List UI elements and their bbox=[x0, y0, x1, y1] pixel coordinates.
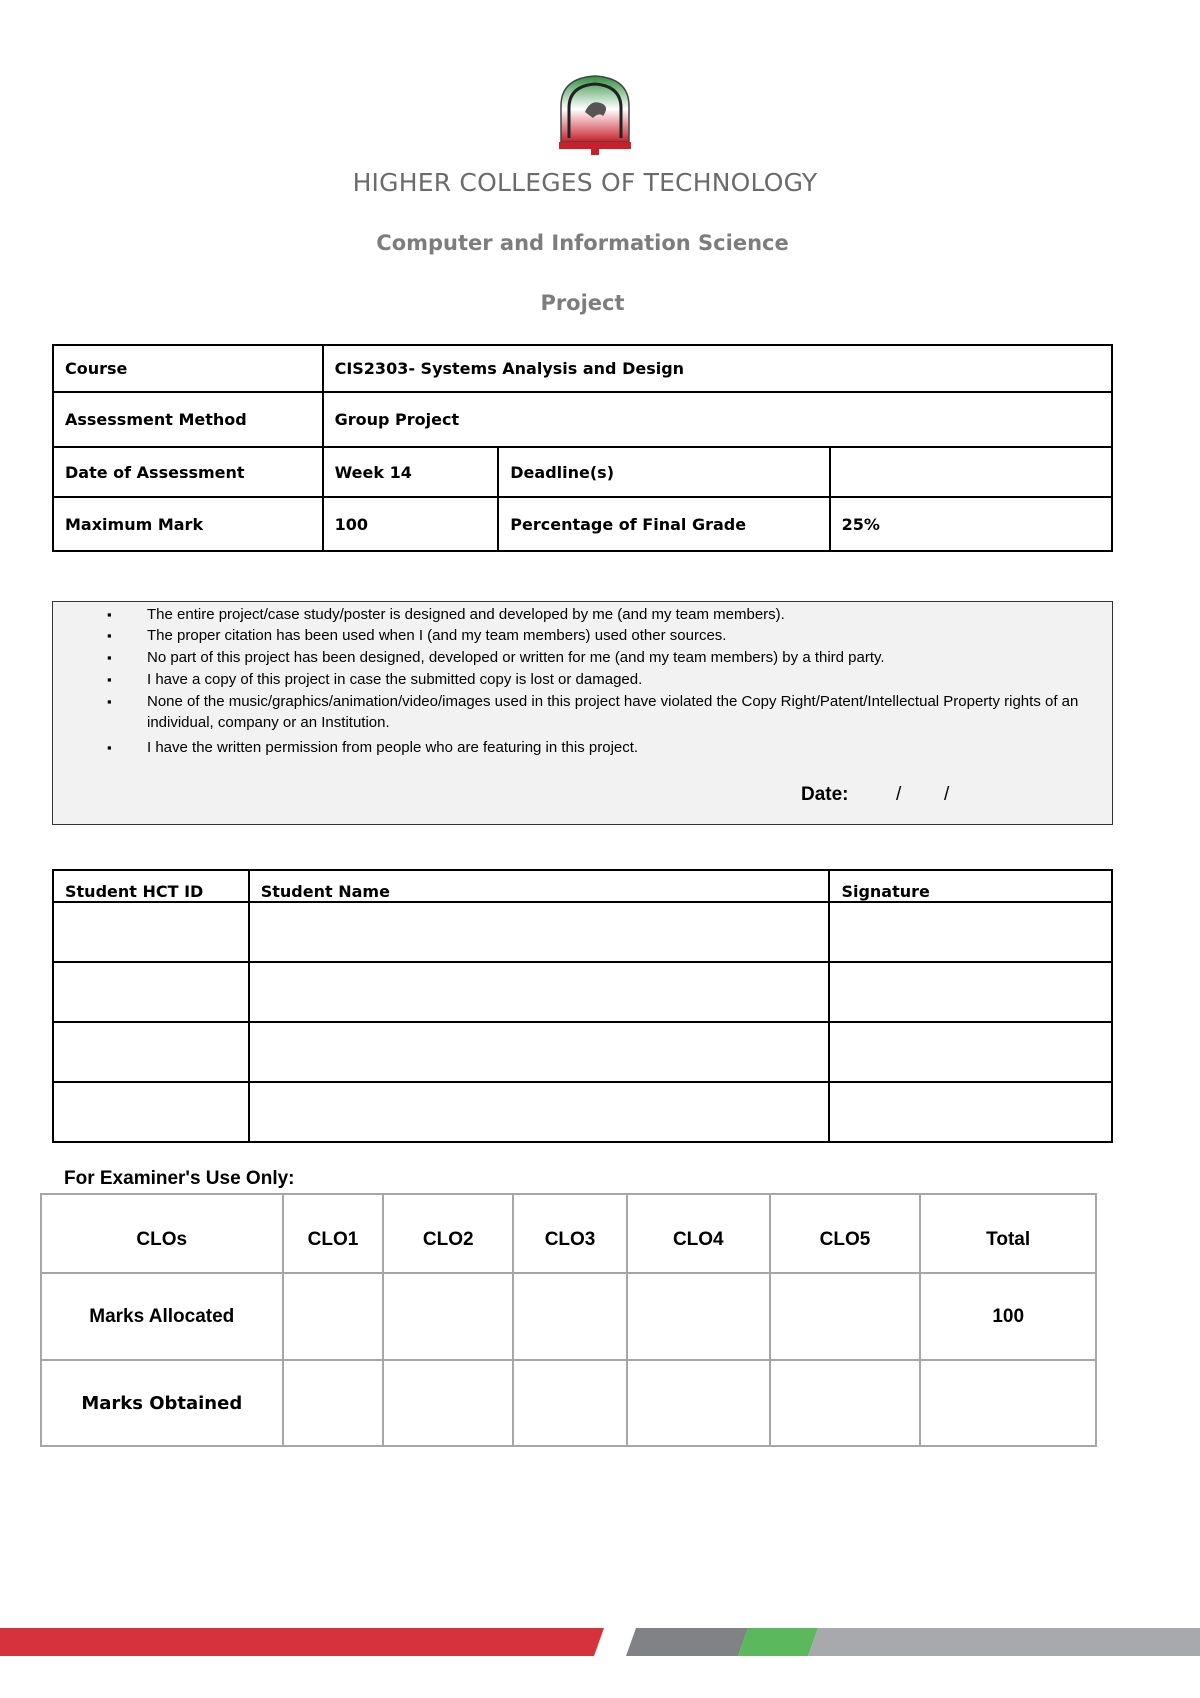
table-row bbox=[53, 1082, 1112, 1142]
student-name-header: Student Name bbox=[249, 870, 830, 902]
deadline-value[interactable] bbox=[830, 447, 1112, 497]
percentage-label: Percentage of Final Grade bbox=[498, 497, 829, 551]
hct-crest-icon bbox=[555, 72, 635, 158]
examiner-section-label: For Examiner's Use Only: bbox=[64, 1168, 295, 1189]
table-row bbox=[53, 962, 1112, 1022]
clo2-obtained-cell[interactable] bbox=[383, 1360, 513, 1446]
date-separator: / bbox=[896, 784, 902, 805]
clo4-header: CLO4 bbox=[627, 1194, 770, 1273]
signature-cell[interactable] bbox=[829, 962, 1112, 1022]
percentage-value: 25% bbox=[830, 497, 1112, 551]
total-allocated-cell: 100 bbox=[920, 1273, 1096, 1360]
footer-lightgray-stripe bbox=[808, 1628, 1200, 1656]
clo3-allocated-cell[interactable] bbox=[513, 1273, 627, 1360]
clo2-allocated-cell[interactable] bbox=[383, 1273, 513, 1360]
declaration-item: ▪ None of the music/graphics/animation/video/images used in this project have violated the Copy Right/Patent/Intellectual Property rights of an individual, company or an Institution. bbox=[107, 693, 1079, 731]
student-name-cell[interactable] bbox=[249, 1022, 830, 1082]
clo-marks-table bbox=[40, 1193, 1097, 1447]
clo3-obtained-cell[interactable] bbox=[513, 1360, 627, 1446]
deadline-label: Deadline(s) bbox=[498, 447, 829, 497]
signature-header: Signature bbox=[829, 870, 1112, 902]
clos-header: CLOs bbox=[41, 1194, 283, 1273]
clo1-header: CLO1 bbox=[283, 1194, 384, 1273]
clo5-header: CLO5 bbox=[770, 1194, 921, 1273]
date-label: Date: bbox=[801, 784, 849, 805]
declaration-item: ▪ No part of this project has been designed, developed or written for me (and my team members) by a third party. bbox=[107, 649, 885, 666]
document-title: Project bbox=[540, 291, 625, 315]
clo5-obtained-cell[interactable] bbox=[770, 1360, 921, 1446]
bullet-icon: ▪ bbox=[107, 650, 112, 665]
student-id-cell[interactable] bbox=[53, 962, 249, 1022]
declaration-item: ▪ The entire project/case study/poster is designed and developed by me (and my team members). bbox=[107, 606, 785, 623]
table-row bbox=[53, 902, 1112, 962]
bullet-icon: ▪ bbox=[107, 694, 112, 709]
student-id-cell[interactable] bbox=[53, 1082, 249, 1142]
assessment-method-value: Group Project bbox=[323, 392, 1112, 447]
department-name: Computer and Information Science bbox=[376, 231, 789, 255]
declaration-item: ▪ I have a copy of this project in case the submitted copy is lost or damaged. bbox=[107, 671, 643, 688]
declaration-date[interactable] bbox=[801, 784, 950, 806]
clo5-allocated-cell[interactable] bbox=[770, 1273, 921, 1360]
clo3-header: CLO3 bbox=[513, 1194, 627, 1273]
date-of-assessment-value: Week 14 bbox=[323, 447, 499, 497]
declaration-item: ▪ I have the written permission from people who are featuring in this project. bbox=[107, 739, 639, 756]
bullet-icon: ▪ bbox=[107, 628, 112, 643]
student-id-header: Student HCT ID bbox=[53, 870, 249, 902]
maximum-mark-value: 100 bbox=[323, 497, 499, 551]
total-header: Total bbox=[920, 1194, 1096, 1273]
date-of-assessment-label: Date of Assessment bbox=[53, 447, 323, 497]
declaration-panel bbox=[52, 601, 1113, 825]
total-obtained-cell[interactable] bbox=[920, 1360, 1096, 1446]
student-name-cell[interactable] bbox=[249, 962, 830, 1022]
marks-obtained-label: Marks Obtained bbox=[41, 1360, 283, 1446]
footer-brand-bar bbox=[0, 1628, 1200, 1656]
clo4-allocated-cell[interactable] bbox=[627, 1273, 770, 1360]
signature-cell[interactable] bbox=[829, 1022, 1112, 1082]
course-label: Course bbox=[53, 345, 323, 392]
student-id-cell[interactable] bbox=[53, 902, 249, 962]
student-table-header bbox=[53, 870, 1112, 902]
date-separator: / bbox=[944, 784, 950, 805]
clo4-obtained-cell[interactable] bbox=[627, 1360, 770, 1446]
footer-green-stripe bbox=[738, 1628, 818, 1656]
footer-gray-stripe bbox=[626, 1628, 748, 1656]
footer-red-stripe bbox=[0, 1628, 604, 1656]
clo2-header: CLO2 bbox=[383, 1194, 513, 1273]
assessment-method-label: Assessment Method bbox=[53, 392, 323, 447]
student-table bbox=[52, 869, 1113, 1143]
table-row bbox=[53, 1022, 1112, 1082]
signature-cell[interactable] bbox=[829, 1082, 1112, 1142]
marks-obtained-row bbox=[41, 1360, 1096, 1446]
course-info-table bbox=[52, 344, 1113, 552]
student-name-cell[interactable] bbox=[249, 1082, 830, 1142]
marks-allocated-label: Marks Allocated bbox=[41, 1273, 283, 1360]
clo1-allocated-cell[interactable] bbox=[283, 1273, 384, 1360]
clo-header-row bbox=[41, 1194, 1096, 1273]
student-id-cell[interactable] bbox=[53, 1022, 249, 1082]
organization-name: HIGHER COLLEGES OF TECHNOLOGY bbox=[352, 168, 818, 197]
course-value: CIS2303- Systems Analysis and Design bbox=[323, 345, 1112, 392]
bullet-icon: ▪ bbox=[107, 740, 112, 755]
bullet-icon: ▪ bbox=[107, 607, 112, 622]
student-name-cell[interactable] bbox=[249, 902, 830, 962]
declaration-item: ▪ The proper citation has been used when I (and my team members) used other sources. bbox=[107, 627, 727, 644]
clo1-obtained-cell[interactable] bbox=[283, 1360, 384, 1446]
signature-cell[interactable] bbox=[829, 902, 1112, 962]
marks-allocated-row bbox=[41, 1273, 1096, 1360]
bullet-icon: ▪ bbox=[107, 672, 112, 687]
maximum-mark-label: Maximum Mark bbox=[53, 497, 323, 551]
